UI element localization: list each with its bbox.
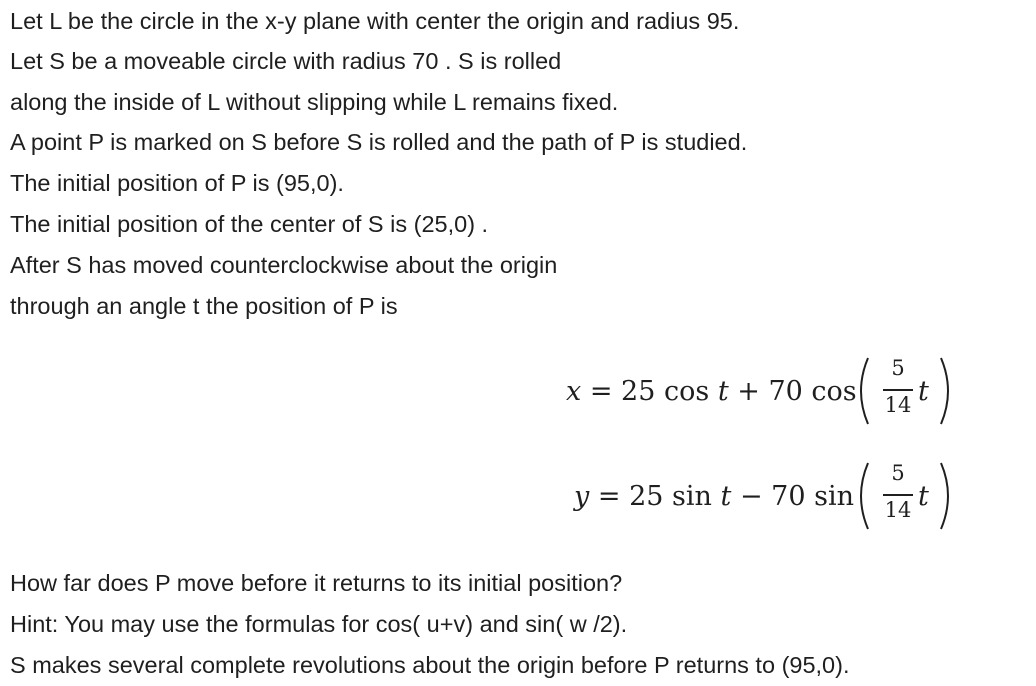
problem-line-8: through an angle t the position of P is xyxy=(10,293,398,319)
equation-x-eq: = xyxy=(589,376,613,407)
equation-x-var: x xyxy=(566,376,582,407)
equation-x-denominator: 14 xyxy=(884,393,912,417)
question-line: How far does P move before it returns to its initial position? xyxy=(10,570,623,596)
equation-y-numerator: 5 xyxy=(891,461,905,485)
problem-line-7: After S has moved counterclockwise about the origin xyxy=(10,252,558,278)
problem-line-6: The initial position of the center of S is (25,0) . xyxy=(10,211,489,237)
equation-x-term1: 25 cos xyxy=(621,376,710,407)
equation-y-eq: = xyxy=(597,481,621,512)
equation-y-term2: 70 sin xyxy=(771,481,854,512)
equation-x-term2: 70 cos xyxy=(768,376,857,407)
equation-y-t1: t xyxy=(720,481,732,512)
equation-y-right-paren xyxy=(937,461,957,531)
equation-x-left-paren xyxy=(852,356,872,426)
equation-y-term1: 25 sin xyxy=(629,481,712,512)
problem-line-4: A point P is marked on S before S is rolled and the path of P is studied. xyxy=(10,129,748,155)
hint-line: Hint: You may use the formulas for cos( u+v) and sin( w /2). xyxy=(10,611,628,637)
equation-x-op: + xyxy=(737,376,760,407)
equation-x-t2: t xyxy=(918,376,929,407)
problem-line-3: along the inside of L without slipping while L remains fixed. xyxy=(10,89,619,115)
note-line: S makes several complete revolutions about the origin before P returns to (95,0). xyxy=(10,652,850,678)
equation-y-var: y xyxy=(574,481,590,512)
problem-line-5: The initial position of P is (95,0). xyxy=(10,170,344,196)
equation-y-denominator: 14 xyxy=(884,498,912,522)
equation-y-t2: t xyxy=(918,481,929,512)
equation-y-fraction-bar xyxy=(883,494,913,496)
equation-x-right-paren xyxy=(937,356,957,426)
equation-y-op: − xyxy=(739,481,763,512)
problem-line-1: Let L be the circle in the x-y plane with center the origin and radius 95. xyxy=(10,8,740,34)
equation-y-left-paren xyxy=(852,461,872,531)
equation-x-numerator: 5 xyxy=(891,356,905,380)
equation-x-t1: t xyxy=(717,376,729,407)
equation-x-fraction-bar xyxy=(883,389,913,391)
problem-line-2: Let S be a moveable circle with radius 70 . S is rolled xyxy=(10,48,562,74)
